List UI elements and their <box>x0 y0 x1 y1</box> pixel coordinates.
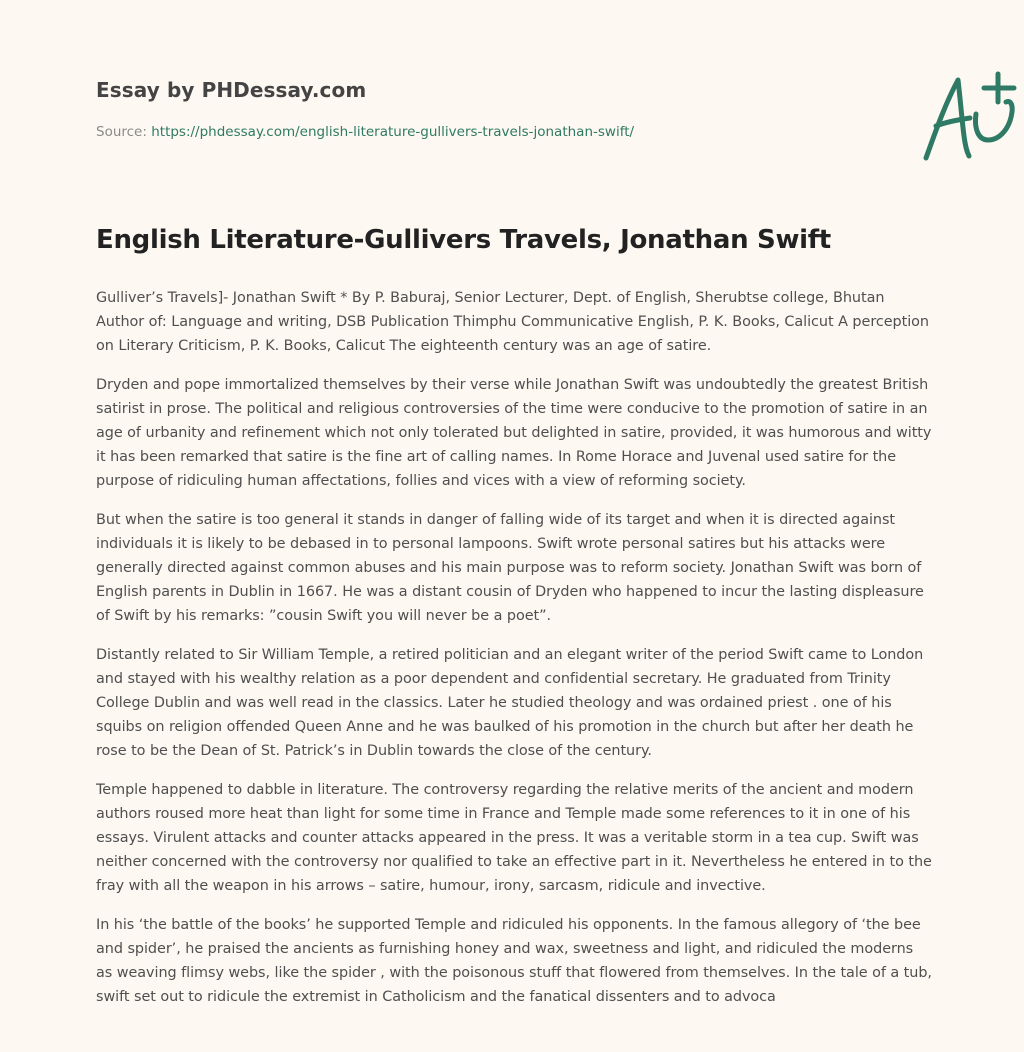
paragraph: Dryden and pope immortalized themselves by their verse while Jonathan Swift was undoubtedly the greatest British satirist in prose. The political and religious controversies of the time were conducive to the promotion of satire in an age of urbanity and refinement which not only tolerated but delighted in satire, provided, it was humorous and witty it has been remarked that satire is the fine art of calling names. In Rome Horace and Juvenal used satire for the purpose of ridiculing human affectations, follies and vices with a view of reforming society. <box>96 377 932 489</box>
source-link[interactable]: https://phdessay.com/english-literature-gullivers-travels-jonathan-swift/ <box>151 124 635 140</box>
paragraph: Gulliver’s Travels]- Jonathan Swift * By P. Baburaj, Senior Lecturer, Dept. of English, Sherubtse college, Bhutan Author of: Language and writing, DSB Publication Thimphu Communicative English, P. K. Books, Calicut A perception on Literary Criticism, P. K. Books, Calicut The eighteenth century was an age of satire. <box>96 290 929 354</box>
source-label: Source: <box>96 124 152 140</box>
site-brand: Essay by PHDessay.com <box>96 78 367 102</box>
paragraph: Distantly related to Sir William Temple, a retired politician and an elegant writer of the period Swift came to London and stayed with his wealthy relation as a poor dependent and confidential secretary. He graduated from Trinity College Dublin and was well read in the classics. Later he studied theology and was ordained priest . one of his squibs on religion offended Queen Anne and he was baulked of his promotion in the church but after her death he rose to be the Dean of St. Patrick’s in Dublin towards the close of the century. <box>96 647 924 759</box>
paragraph: Temple happened to dabble in literature. The controversy regarding the relative merits of the ancient and modern authors roused more heat than light for some time in France and Temple made some references to it in one of his essays. Virulent attacks and counter attacks appeared in the press. It was a veritable storm in a tea cup. Swift was neither concerned with the controversy nor qualified to take an effective part in it. Nevertheless he entered in to the fray with all the weapon in his arrows – satire, humour, irony, sarcasm, ridicule and invective. <box>96 782 932 894</box>
a-plus-logo-icon <box>914 66 1024 166</box>
article-body <box>96 286 932 1024</box>
paragraph: In his ‘the battle of the books’ he supported Temple and ridiculed his opponents. In the famous allegory of ‘the bee and spider’, he praised the ancients as furnishing honey and wax, sweetness and light, and ridiculed the moderns as weaving flimsy webs, like the spider , with the poisonous stuff that flowered from themselves. In the tale of a tub, swift set out to ridicule the extremist in Catholicism and the fanatical dissenters and to advoca <box>96 917 932 1005</box>
paragraph: But when the satire is too general it stands in danger of falling wide of its target and when it is directed against individuals it is likely to be debased in to personal lampoons. Swift wrote personal satires but his attacks were generally directed against common abuses and his main purpose was to reform society. Jonathan Swift was born of English parents in Dublin in 1667. He was a distant cousin of Dryden who happened to incur the lasting displeasure of Swift by his remarks: ”cousin Swift you will never be a poet”. <box>96 512 924 624</box>
article-title: English Literature-Gullivers Travels, Jonathan Swift <box>96 225 831 255</box>
source-line <box>96 124 634 140</box>
